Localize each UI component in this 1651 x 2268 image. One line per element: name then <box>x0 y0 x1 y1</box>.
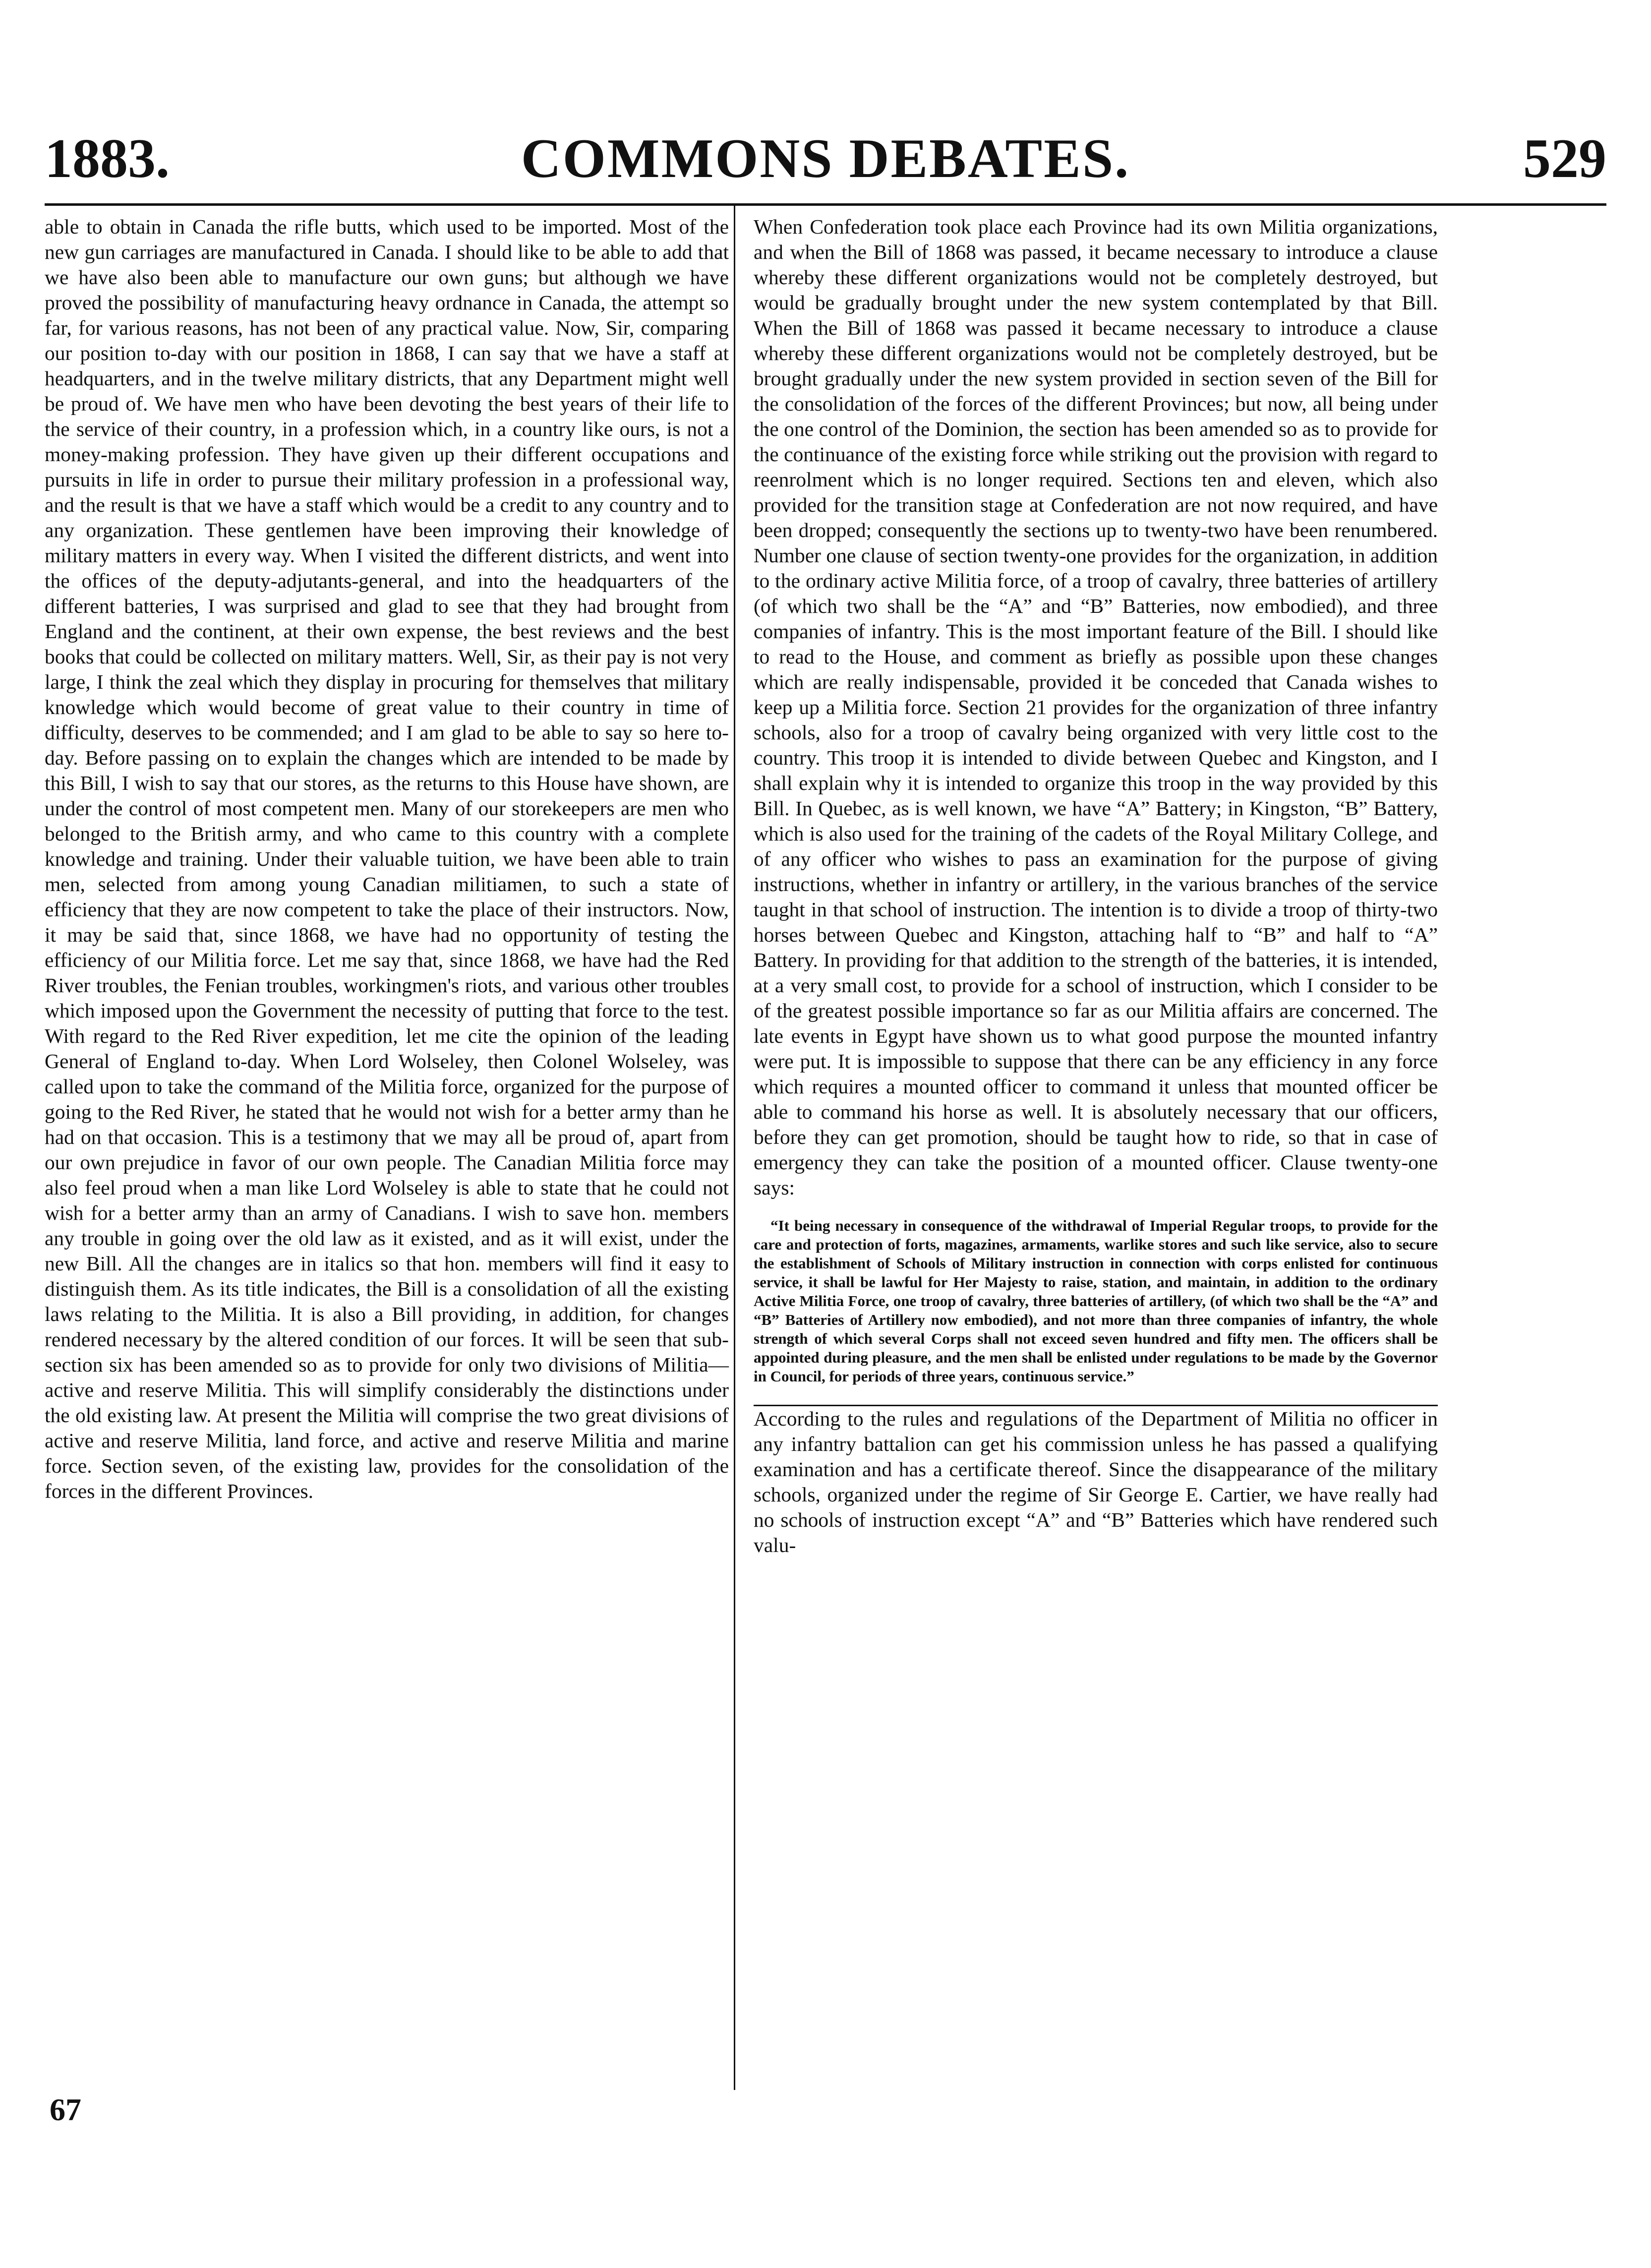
left-column-text: able to obtain in Canada the rifle butts, which used to be imported. Most of the new gun carriages are manufactured in Canada. I should like to be able to add that we have also been able to manufacture our own guns; but although we have proved the possibility of manufacturing heavy ordnance in Canada, the attempt so far, for various reasons, has not been of any practical value. Now, Sir, comparing our position to-day with our position in 1868, I can say that we have a staff at headquarters, and in the twelve military districts, that any Department might well be proud of. We have men who have been devoting the best years of their life to the service of their country, in a profession which, in a country like ours, is not a money-making profession. They have given up their different occupations and pursuits in life in order to pursue their military profession in a professional way, and the result is that we have a staff which would be a credit to any country and to any organization. These gentlemen have been improving their knowledge of military matters in every way. When I visited the different districts, and went into the offices of the deputy-adjutants-general, and into the headquarters of the different batteries, I was surprised and glad to see that they had brought from England and the continent, at their own expense, the best reviews and the best books that could be collected on military matters. Well, Sir, as their pay is not very large, I think the zeal which they display in procuring for themselves that military knowledge which would become of great value to their country in time of difficulty, deserves to be commended; and I am glad to be able to say so here to-day. Before passing on to explain the changes which are intended to be made by this Bill, I wish to say that our stores, as the returns to this House have shown, are under the control of most competent men. Many of our storekeepers are men who belonged to the British army, and who came to this country with a complete knowledge and training. Under their valuable tuition, we have been able to train men, selected from among young Canadian militiamen, to such a state of efficiency that they are now competent to take the place of their instructors. Now, it may be said that, since 1868, we have had no opportunity of testing the efficiency of our Militia force. Let me say that, since 1868, we have had the Red River troubles, the Fenian troubles, workingmen's riots, and various other troubles which imposed upon the Government the necessity of putting that force to the test. With regard to the Red River expedition, let me cite the opinion of the leading General of England to-day. When Lord Wolseley, then Colonel Wolseley, was called upon to take the command of the Militia force, organized for the purpose of going to the Red River, he stated that he would not wish for a better army than he had on that occasion. This is a testimony that we may all be proud of, apart from our own prejudice in favor of our own people. The Canadian Militia force may also feel proud when a man like Lord Wolseley is able to state that he could not wish for a better army than an army of Canadians. I wish to save hon. members any trouble in going over the old law as it existed, and as it will exist, under the new Bill. All the changes are in italics so that hon. members will find it easy to distinguish them. As its title indicates, the Bill is a consolidation of all the existing laws relating to the Militia. It is also a Bill providing, in addition, for changes rendered necessary by the altered condition of our forces. It will be seen that sub-section six has been amended so as to provide for only two divisions of Militia—active and reserve Militia. This will simplify considerably the distinctions under the old existing law. At present the Militia will comprise the two great divisions of active and reserve Militia, land force, and active and reserve Militia and marine force. Section seven, of the existing law, provides for the consolidation of the forces in the different Provinces. <box>45 215 729 1502</box>
signature-mark: 67 <box>50 2092 81 2127</box>
right-column <box>754 214 1438 1558</box>
page-header <box>45 124 1606 198</box>
header-page-number: 529 <box>1523 128 1606 189</box>
header-rule <box>45 203 1606 206</box>
left-column <box>45 214 729 1504</box>
quoted-clause: “It being necessary in consequence of the withdrawal of Imperial Regular troops, to provide for the care and protection of forts, magazines, armaments, warlike stores and such like service, also to secure the establishment of Schools of Military instruction in connection with corps enlisted for continuous service, it shall be lawful for Her Majesty to raise, station, and maintain, in addition to the ordinary Active Militia Force, one troop of cavalry, three batteries of artillery, (of which two shall be the “A” and “B” Batteries of Artillery now embodied), and not more than three companies of infantry, the whole strength of which several Corps shall not exceed seven hundred and fifty men. The officers shall be appointed during pleasure, and the men shall be enlisted under regulations to be made by the Governor in Council, for periods of three years, continuous service.” <box>754 1217 1438 1385</box>
right-column-text-after: According to the rules and regulations of the Department of Militia no officer in any infantry battalion can get his commission unless he has passed a qualifying examination and has a certificate thereof. Since the disappearance of the military schools, organized under the regime of Sir George E. Cartier, we have really had no schools of instruction except “A” and “B” Batteries which have rendered such valu- <box>754 1407 1438 1556</box>
header-title: COMMONS DEBATES. <box>521 128 1130 189</box>
column-divider <box>734 206 735 2090</box>
right-column-text: When Confederation took place each Province had its own Militia organizations, and when the Bill of 1868 was passed, it became necessary to introduce a clause whereby these different organizations would not be completely destroyed, but would be gradually brought under the new system contemplated by that Bill. When the Bill of 1868 was passed it became necessary to introduce a clause whereby these different organizations would not be completely destroyed, but be brought gradually under the new system provided in section seven of the Bill for the consolidation of the forces of the different Provinces; but now, all being under the one control of the Dominion, the section has been amended so as to provide for the continuance of the existing force while striking out the provision with regard to reenrolment which is no longer required. Sections ten and eleven, which also provided for the transition stage at Confederation are not now required, and have been dropped; consequently the sections up to twenty-two have been renumbered. Number one clause of section twenty-one provides for the organization, in addition to the ordinary active Militia force, of a troop of cavalry, three batteries of artillery (of which two shall be the “A” and “B” Batteries, now embodied), and three companies of infantry. This is the most important feature of the Bill. I should like to read to the House, and comment as briefly as possible upon these changes which are really indispensable, provided it be conceded that Canada wishes to keep up a Militia force. Section 21 provides for the organization of three infantry schools, also for a troop of cavalry being organized with very little cost to the country. This troop it is intended to divide between Quebec and Kingston, and I shall explain why it is intended to organize this troop in the way provided by this Bill. In Quebec, as is well known, we have “A” Battery; in Kingston, “B” Battery, which is also used for the training of the cadets of the Royal Military College, and of any officer who wishes to pass an examination for the purpose of giving instructions, whether in infantry or artillery, in the various branches of the service taught in that school of instruction. The intention is to divide a troop of thirty-two horses between Quebec and Kingston, attaching half to “B” and half to “A” Battery. In providing for that addition to the strength of the batteries, it is intended, at a very small cost, to provide for a school of instruction, which I consider to be of the greatest possible importance so far as our Militia affairs are concerned. The late events in Egypt have shown us to what good purpose the mounted infantry were put. It is impossible to suppose that there can be any efficiency in any force which requires a mounted officer to command it unless that mounted officer be able to command his horse as well. It is absolutely necessary that our officers, before they can get promotion, should be taught how to ride, so that in case of emergency they can take the position of a mounted officer. Clause twenty-one says: <box>754 215 1438 1199</box>
header-year: 1883. <box>45 128 170 189</box>
